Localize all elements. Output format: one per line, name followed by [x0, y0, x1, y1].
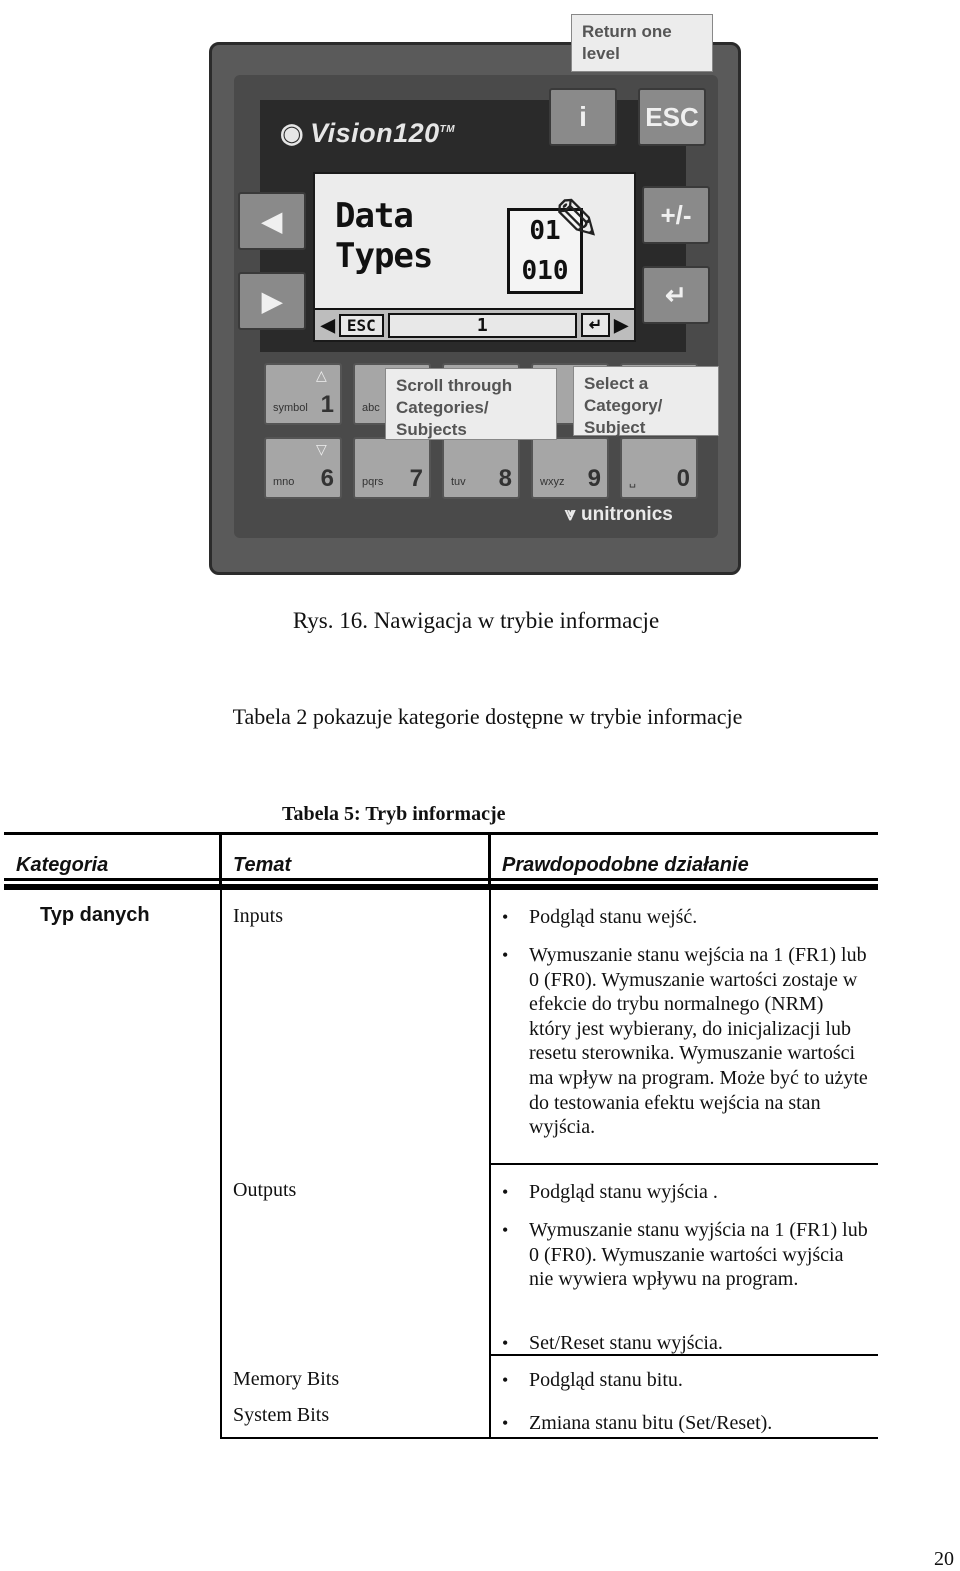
brand-label: ◉ Vision120™: [280, 118, 456, 148]
enter-icon: ↵: [665, 279, 687, 310]
topic-memory-bits: Memory Bits: [233, 1368, 340, 1390]
enter-key[interactable]: [642, 266, 710, 324]
header-divider-1: [219, 832, 222, 890]
left-arrow-key[interactable]: ◀: [238, 192, 306, 250]
lcd-esc-button[interactable]: ESC: [339, 314, 384, 337]
table-title: Tabela 5: Tryb informacje: [282, 803, 506, 825]
key-7[interactable]: pqrs 7: [353, 437, 431, 499]
key-2[interactable]: abc: [353, 363, 431, 425]
intro-text: Tabela 2 pokazuje kategorie dostępne w trybie informacje: [232, 704, 743, 729]
plus-minus-key[interactable]: +/-: [642, 186, 710, 244]
key-6[interactable]: ▽ mno 6: [264, 437, 342, 499]
lcd-navigation-bar: [315, 308, 634, 340]
callout-select: Select a Category/ Subject: [573, 366, 719, 436]
topic-system-bits: System Bits: [233, 1404, 330, 1426]
key-9[interactable]: wxyz 9: [531, 437, 609, 499]
action-item: • Wymuszanie stanu wejścia na 1 (FR1) lub 0 (FR0). Wymuszanie wartości zostaje w efekcie do trybu normalnego (NRM) który jest wybierany, do inicjalizacji lub resetu sterownika. Wymuszanie wartości ma wpływ na program. Może być to użyte do testowania efektu wejścia na stan wyjścia.: [500, 943, 870, 1140]
key-1[interactable]: △ symbol 1: [264, 363, 342, 425]
right-arrow-key[interactable]: ▶: [238, 272, 306, 330]
key-0[interactable]: ␣ 0: [620, 437, 698, 499]
info-key[interactable]: [549, 88, 617, 146]
action-item: • Zmiana stanu bitu (Set/Reset).: [500, 1411, 870, 1436]
callout-return: Return one level: [571, 14, 713, 72]
header-dzialanie: Prawdopodobne działanie: [502, 854, 749, 876]
pencil-icon: ✎: [553, 188, 602, 253]
lcd-title: Data Types: [335, 196, 433, 276]
table-top-rule: [4, 832, 878, 835]
esc-key[interactable]: ESC: [638, 88, 706, 146]
right-arrow-icon[interactable]: ▶: [614, 314, 628, 335]
action-item: • Podgląd stanu bitu.: [500, 1368, 870, 1393]
topic-inputs: Inputs: [233, 905, 283, 927]
header-temat: Temat: [233, 854, 292, 876]
data-types-icon: 01 010: [507, 208, 583, 294]
header-kategoria: Kategoria: [16, 854, 109, 876]
lcd-screen: [313, 172, 636, 342]
eye-logo-icon: ◉: [280, 118, 305, 148]
lcd-value-field[interactable]: 1: [388, 313, 577, 338]
unitronics-logo: ⩔ unitronics: [565, 504, 673, 525]
key-8[interactable]: tuv 8: [442, 437, 520, 499]
table-bottom-rule: [220, 1437, 878, 1439]
left-arrow-icon[interactable]: ◀: [321, 314, 335, 335]
action-item: • Podgląd stanu wyjścia .: [500, 1180, 870, 1205]
down-triangle-icon: ▽: [316, 443, 327, 458]
action-item: • Wymuszanie stanu wyjścia na 1 (FR1) lub 0 (FR0). Wymuszanie wartości wyjścia nie wywiera wpływu na program.: [500, 1218, 870, 1292]
callout-scroll: Scroll through Categories/ Subjects: [385, 368, 557, 440]
figure-caption: Rys. 16. Nawigacja w trybie informacje: [292, 608, 660, 633]
enter-icon[interactable]: ↵: [581, 313, 610, 337]
page-number: 20: [934, 1548, 954, 1570]
topic-outputs: Outputs: [233, 1179, 297, 1201]
action-item: • Set/Reset stanu wyjścia.: [500, 1331, 870, 1356]
header-rule-1: [4, 878, 878, 881]
category-cell: Typ danych: [40, 904, 150, 926]
header-rule-2: [4, 884, 878, 890]
header-divider-2: [488, 832, 491, 890]
action-item: • Podgląd stanu wejść.: [500, 905, 870, 930]
row-rule-1: [489, 1163, 878, 1165]
column-divider-1: [220, 890, 222, 1439]
up-triangle-icon: △: [316, 369, 327, 384]
info-icon: i: [579, 101, 587, 132]
